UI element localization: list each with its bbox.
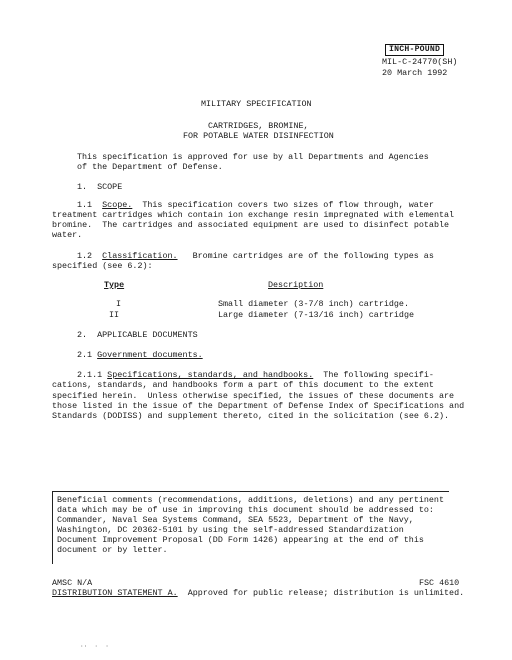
spec-subtitle-line1: CARTRIDGES, BROMINE, — [208, 121, 309, 131]
para-1-2-title: Classification. — [102, 251, 178, 261]
spec-title: MILITARY SPECIFICATION — [201, 99, 312, 109]
para-2-1-1-line-5: Standards (DODISS) and supplement thereto, cited in the solicitation (see 6.2). — [52, 411, 450, 421]
para-2-1-1-number: 2.1.1 — [77, 370, 103, 380]
inch-pound-stamp: INCH-POUND — [385, 44, 444, 56]
intro-line-1: This specification is approved for use by all Departments and Agencies — [77, 152, 429, 162]
document-date: 20 March 1992 — [382, 68, 448, 78]
distribution-text: Approved for public release; distribution is unlimited. — [187, 588, 465, 598]
beneficial-comments-box — [52, 491, 449, 564]
document-number: MIL-C-24770(SH) — [382, 57, 458, 67]
intro-line-2: of the Department of Defense. — [77, 162, 223, 172]
para-2-1-1-text-start: The following specifi- — [323, 370, 434, 380]
para-1-1-line-2: treatment cartridges which contain ion exchange resin impregnated with elemental — [52, 210, 455, 220]
table-header-type: Type — [104, 280, 125, 290]
comment-line-6: document or by letter. — [57, 545, 168, 555]
comment-line-4: Washington, DC 20362-5101 by using the self-addressed Standardization — [57, 525, 404, 535]
distribution-statement — [52, 588, 464, 599]
para-1-1-title: Scope. — [102, 200, 133, 210]
para-2-1-1-line-2: cations, standards, and handbooks form a part of this document to the extent — [52, 380, 434, 390]
amsc-label: AMSC N/A — [52, 578, 93, 588]
para-1-2-text-start: Bromine cartridges are of the following types as — [192, 251, 434, 261]
table-row-2-type: II — [109, 310, 120, 320]
comment-line-2: data which may be of use in improving this document should be addressed to: — [57, 505, 434, 515]
table-row-2-description: Large diameter (7-13/16 inch) cartridge — [218, 310, 415, 320]
para-1-1-number: 1.1 — [77, 200, 93, 210]
table-row-1-description: Small diameter (3-7/8 inch) cartridge. — [218, 299, 409, 309]
comment-line-5: Document Improvement Proposal (DD Form 1426) appearing at the end of this — [57, 535, 424, 545]
distribution-label: DISTRIBUTION STATEMENT A. — [52, 588, 178, 598]
table-header-description: Description — [268, 280, 324, 290]
para-1-2-line-2: specified (see 6.2): — [52, 261, 153, 271]
para-2-1 — [77, 350, 203, 361]
para-2-1-1-line-4: those listed in the issue of the Department of Defense Index of Specifications and — [52, 401, 465, 411]
para-1-1-line-3: bromine. The cartridges and associated equipment are used to disinfect potable — [52, 220, 450, 230]
section-2-heading: 2. APPLICABLE DOCUMENTS — [77, 330, 198, 340]
para-1-1-line-4: water. — [52, 230, 83, 240]
para-2-1-1-line-3: specified herein. Unless otherwise specified, the issues of these documents are — [52, 391, 455, 401]
comment-line-1: Beneficial comments (recommendations, additions, deletions) and any pertinent — [57, 495, 444, 505]
table-row-1-type: I — [116, 299, 122, 309]
para-2-1-title: Government documents. — [97, 350, 203, 360]
para-1-2-number: 1.2 — [77, 251, 93, 261]
para-2-1-1-line-1 — [77, 370, 434, 381]
para-2-1-number: 2.1 — [77, 350, 93, 360]
para-1-2-line-1 — [77, 251, 434, 262]
fsc-label: FSC 4610 — [419, 578, 460, 588]
para-1-1-line-1 — [77, 200, 434, 211]
scan-artifact: ·· · · — [80, 643, 109, 650]
spec-subtitle-line2: FOR POTABLE WATER DISINFECTION — [183, 131, 334, 141]
section-1-heading: 1. SCOPE — [77, 182, 123, 192]
comment-line-3: Commander, Naval Sea Systems Command, SEA 5523, Department of the Navy, — [57, 515, 414, 525]
para-2-1-1-title: Specifications, standards, and handbooks. — [107, 370, 314, 380]
para-1-1-text-start: This specification covers two sizes of flow through, water — [142, 200, 434, 210]
